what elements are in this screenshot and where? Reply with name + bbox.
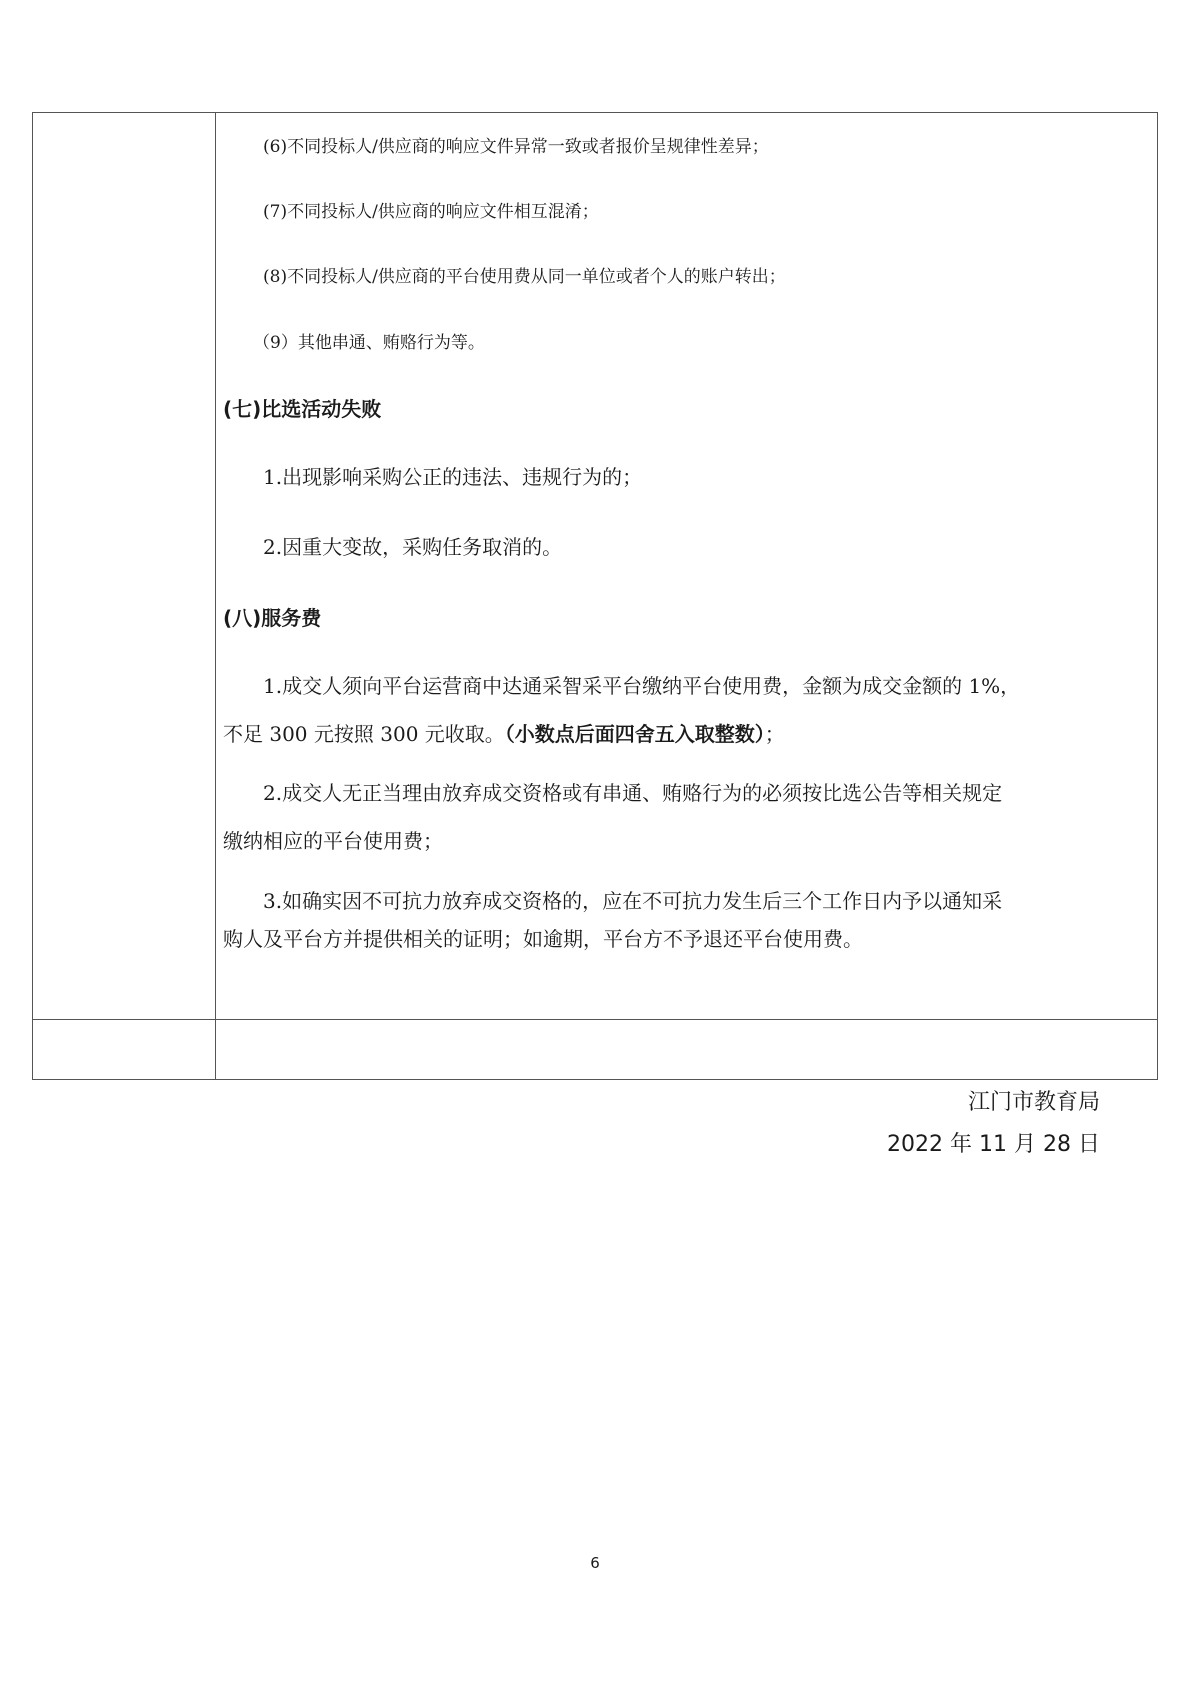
row-divider bbox=[33, 1019, 1157, 1020]
section8-item1-text: 不足 300 元按照 300 元收取。 bbox=[223, 722, 505, 746]
collusion-item-8: (8)不同投标人/供应商的平台使用费从同一单位或者个人的账户转出； bbox=[263, 267, 786, 287]
section8-item2-line1: 2.成交人无正当理由放弃成交资格或有串通、贿赂行为的必须按比选公告等相关规定 bbox=[263, 781, 1003, 805]
collusion-item-7: (7)不同投标人/供应商的响应文件相互混淆； bbox=[263, 202, 599, 222]
collusion-item-9: （9）其他串通、贿赂行为等。 bbox=[253, 333, 485, 353]
section7-item-1: 1.出现影响采购公正的违法、违规行为的； bbox=[263, 465, 643, 489]
document-table bbox=[32, 112, 1158, 1080]
section8-item2-line2: 缴纳相应的平台使用费； bbox=[223, 829, 443, 853]
signature-date: 2022 年 11 月 28 日 bbox=[887, 1132, 1100, 1157]
section8-item1-bold-note: （小数点后面四舍五入取整数） bbox=[504, 722, 765, 746]
column-divider bbox=[215, 113, 216, 1079]
section8-item1-suffix: ； bbox=[764, 722, 785, 746]
section8-item1-line2 bbox=[223, 722, 785, 746]
collusion-item-6: (6)不同投标人/供应商的响应文件异常一致或者报价呈规律性差异； bbox=[263, 137, 769, 157]
table-cell-content bbox=[219, 113, 1149, 1019]
section7-heading: (七)比选活动失败 bbox=[223, 397, 382, 421]
section8-heading: (八)服务费 bbox=[223, 606, 322, 630]
section8-item3-line2: 购人及平台方并提供相关的证明；如逾期，平台方不予退还平台使用费。 bbox=[223, 927, 863, 951]
section8-item1-line1: 1.成交人须向平台运营商中达通采智采平台缴纳平台使用费，金额为成交金额的 1%， bbox=[263, 674, 1021, 698]
section7-item-2: 2.因重大变故，采购任务取消的。 bbox=[263, 535, 563, 559]
section8-item3-line1: 3.如确实因不可抗力放弃成交资格的，应在不可抗力发生后三个工作日内予以通知采 bbox=[263, 889, 1003, 913]
page-number: 6 bbox=[590, 1554, 600, 1572]
signature-org: 江门市教育局 bbox=[967, 1090, 1100, 1115]
